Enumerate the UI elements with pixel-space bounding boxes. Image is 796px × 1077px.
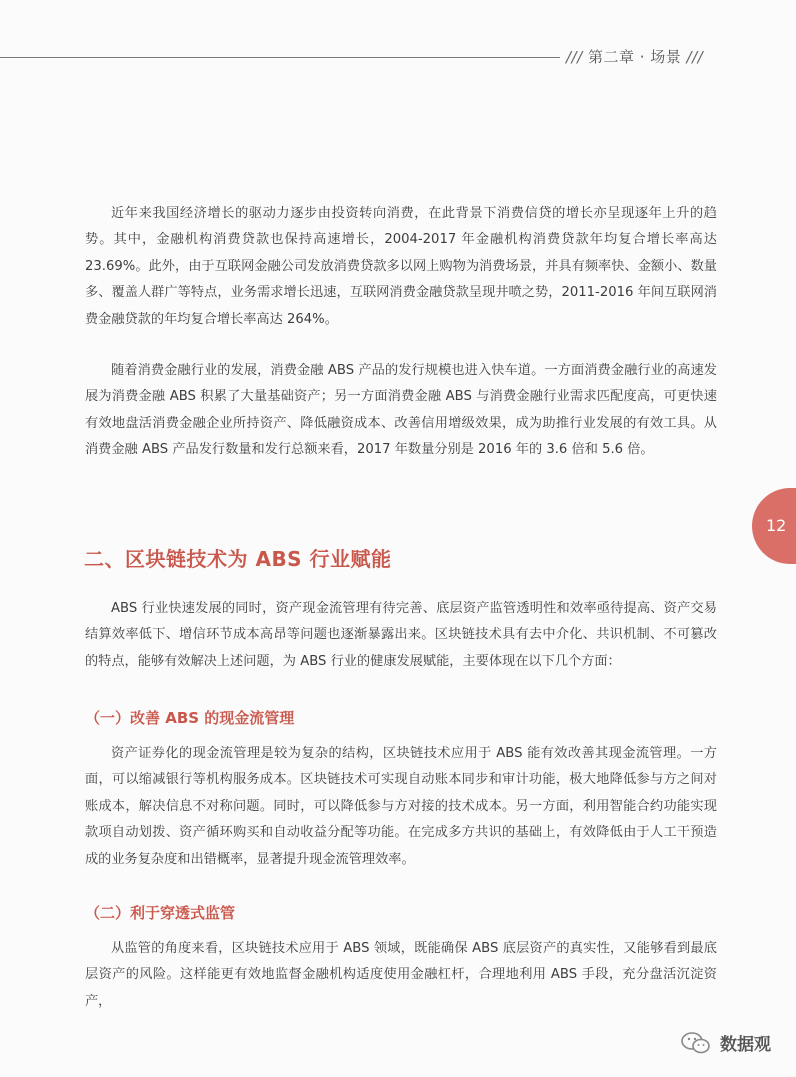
section-heading: 二、区块链技术为 ABS 行业赋能 [84,547,392,571]
header-slashes-left: /// [566,48,583,66]
paragraph-supervision: 从监管的角度来看，区块链技术应用于 ABS 领域，既能确保 ABS 底层资产的真实性，又能够看到最底层资产的风险。这样能更有效地监督金融机构适度使用金融杠杆，合理地利用 ABS 手段，充分盘活沉淀资产， [85,941,717,1009]
paragraph-consumer-credit: 近年来我国经济增长的驱动力逐步由投资转向消费，在此背景下消费信贷的增长亦呈现逐年上升的趋势。其中，金融机构消费贷款也保持高速增长，2004-2017 年金融机构消费贷款年均复合增长率高达 23.69%。此外，由于互联网金融公司发放消费贷款多以网上购物为消费场景，并具有频率快、金额小、数量多、覆盖人群广等特点，业务需求增长迅速，互联网消费金融贷款呈现井喷之势，2011-2016 年间互联网消费金融贷款的年均复合增长率高达 264%。 [85,206,717,327]
paragraph-consumer-finance-abs: 随着消费金融行业的发展，消费金融 ABS 产品的发行规模也进入快车道。一方面消费金融行业的高速发展为消费金融 ABS 积累了大量基础资产；另一方面消费金融 ABS 与消费金融行业需求匹配度高，可更快速有效地盘活消费金融企业所持资产、降低融资成本、改善信用增级效果，成为助推行业发展的有效工具。从消费金融 ABS 产品发行数量和发行总额来看，2017 年数量分别是 2016 年的 3.6 倍和 5.6 倍。 [85,363,717,458]
subheading-cashflow: （一）改善 ABS 的现金流管理 [85,709,295,727]
wechat-icon [680,1031,712,1055]
paragraph-cashflow: 资产证券化的现金流管理是较为复杂的结构，区块链技术应用于 ABS 能有效改善其现金流管理。一方面，可以缩减银行等机构服务成本。区块链技术可实现自动账本同步和审计功能，极大地降低参与方之间对账成本，解决信息不对称问题。同时，可以降低参与方对接的技术成本。另一方面，利用智能合约功能实现款项自动划拨、资产循环购买和自动收益分配等功能。在完成多方共识的基础上，有效降低由于人工干预造成的业务复杂度和出错概率，显著提升现金流管理效率。 [85,746,717,867]
chapter-label: 第二章 · 场景 [587,48,682,66]
header-rule [0,57,560,58]
chapter-header [566,46,726,67]
wechat-watermark [680,1030,771,1055]
watermark-label: 数据观 [720,1035,771,1055]
subheading-supervision: （二）利于穿透式监管 [85,904,236,922]
paragraph-blockchain-intro: ABS 行业快速发展的同时，资产现金流管理有待完善、底层资产监管透明性和效率亟待提高、资产交易结算效率低下、增信环节成本高昂等问题也逐渐暴露出来。区块链技术具有去中介化、共识机制、不可篡改的特点，能够有效解决上述问题，为 ABS 行业的健康发展赋能，主要体现在以下几个方面： [85,601,717,669]
header-slashes-right: /// [686,48,704,66]
page-number: 12 [766,516,787,535]
